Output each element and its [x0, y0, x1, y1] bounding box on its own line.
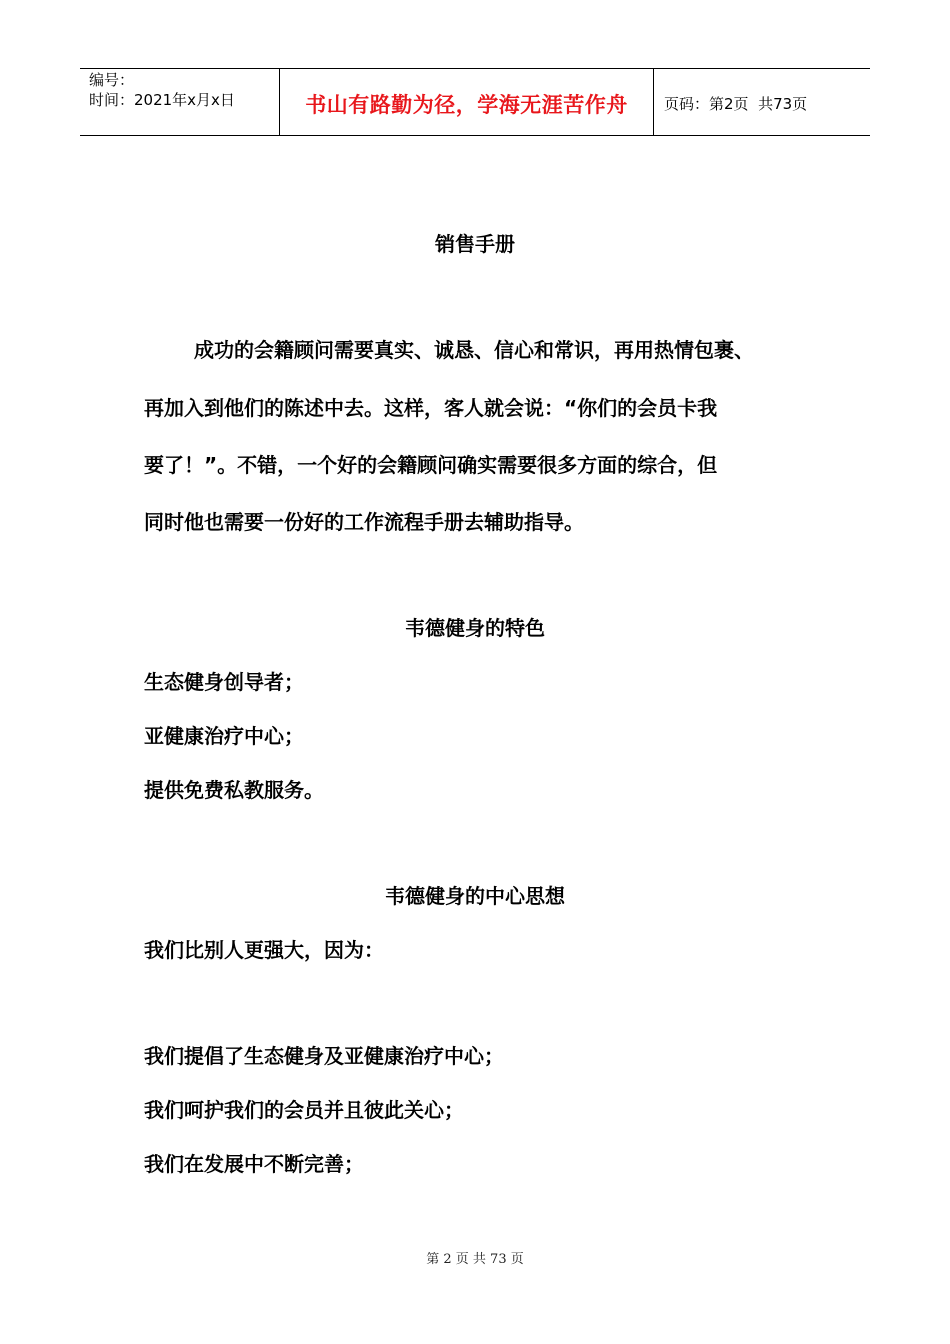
features-title: 韦德健身的特色	[405, 616, 545, 640]
intro-line-1: 成功的会籍顾问需要真实、诚恳、信心和常识，再用热情包裹、	[194, 338, 754, 362]
core-idea-title: 韦德健身的中心思想	[385, 884, 565, 908]
intro-line-2: 再加入到他们的陈述中去。这样，客人就会说：“你们的会员卡我	[144, 396, 718, 420]
page-footer: 第 2 页 共 73 页	[426, 1252, 524, 1267]
header-motto-cell	[280, 69, 654, 135]
header-page-cell	[654, 69, 870, 135]
header-table	[80, 68, 870, 136]
feature-item: 生态健身创导者；	[144, 670, 304, 694]
header-motto: 书山有路勤为径，学海无涯苦作舟	[305, 93, 628, 117]
feature-item: 亚健康治疗中心；	[144, 724, 304, 748]
core-idea-item: 我们呵护我们的会员并且彼此关心；	[144, 1098, 464, 1122]
core-idea-lead: 我们比别人更强大，因为：	[144, 938, 384, 962]
intro-line-4: 同时他也需要一份好的工作流程手册去辅助指导。	[144, 510, 584, 534]
intro-line-3: 要了！”。不错，一个好的会籍顾问确实需要很多方面的综合，但	[144, 453, 718, 477]
document-title: 销售手册	[435, 232, 515, 256]
feature-item: 提供免费私教服务。	[144, 778, 324, 802]
document-date: 时间：2021年x月x日	[89, 91, 235, 109]
header-page-number: 页码：第2页 共73页	[664, 94, 808, 113]
document-number: 编号：	[89, 71, 135, 89]
core-idea-item: 我们提倡了生态健身及亚健康治疗中心；	[144, 1044, 504, 1068]
header-meta-cell	[80, 69, 280, 135]
core-idea-item: 我们在发展中不断完善；	[144, 1152, 364, 1176]
